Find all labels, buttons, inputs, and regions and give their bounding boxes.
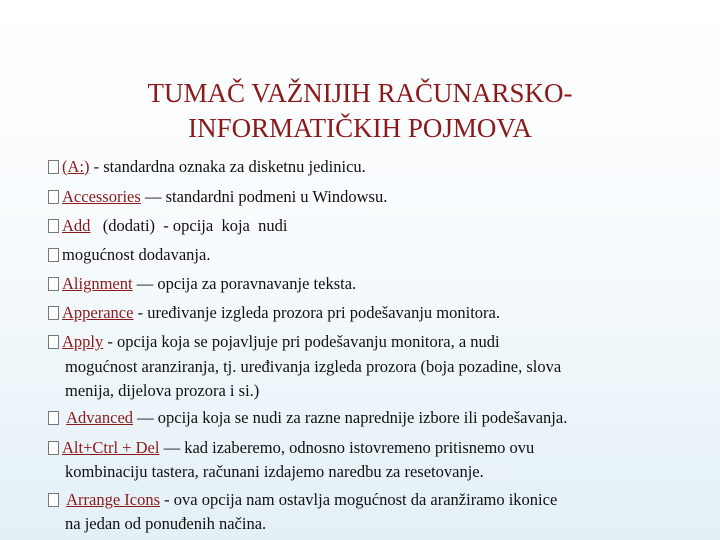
term-description: - standardna oznaka za disketnu jedinicu.: [89, 157, 366, 176]
bullet-icon: [48, 335, 59, 349]
list-item: [48, 436, 708, 460]
term-link[interactable]: Add: [62, 216, 91, 235]
term-description: mogućnost dodavanja.: [62, 245, 211, 264]
bullet-icon: [48, 306, 59, 320]
bullet-icon: [48, 277, 59, 291]
term-description: - ova opcija nam ostavlja mogućnost da aranžiramo ikonice: [160, 490, 558, 509]
term-link[interactable]: Alt+Ctrl + Del: [62, 438, 160, 457]
title-line-2: INFORMATIČKIH POJMOVA: [188, 113, 532, 143]
list-item: [48, 272, 708, 296]
bullet-icon: [48, 248, 59, 262]
list-item: [48, 243, 708, 267]
bullet-icon: [48, 190, 59, 204]
term-description: (dodati) - opcija koja nudi: [90, 216, 288, 235]
term-link[interactable]: Apperance: [62, 303, 134, 322]
bullet-icon: [48, 160, 59, 174]
term-link[interactable]: Apply: [62, 332, 104, 351]
list-item: [48, 214, 708, 238]
term-description: — standardni podmeni u Windowsu.: [140, 187, 388, 206]
bullet-icon: [48, 493, 59, 507]
list-item-continuation: kombinaciju tastera, računani izdajemo naredbu za resetovanje.: [65, 462, 484, 481]
list-item: [48, 185, 708, 209]
list-item: [48, 330, 708, 354]
bullet-icon: [48, 441, 59, 455]
list-item: [48, 488, 708, 512]
term-link[interactable]: Alignment: [62, 274, 133, 293]
term-description: — opcija za poravnavanje teksta.: [132, 274, 357, 293]
list-item: [48, 301, 708, 325]
term-link[interactable]: Advanced: [66, 408, 134, 427]
bullet-icon: [48, 219, 59, 233]
page-title: [0, 76, 720, 146]
term-link[interactable]: Arrange Icons: [66, 490, 161, 509]
term-link[interactable]: Accessories: [62, 187, 141, 206]
list-item-continuation: menija, dijelova prozora i si.): [65, 381, 260, 400]
list-item-continuation: na jedan od ponuđenih načina.: [65, 514, 267, 533]
term-description: — opcija koja se nudi za razne naprednije izbore ili podešavanja.: [133, 408, 568, 427]
term-description: - opcija koja se pojavljuje pri podešavanju monitora, a nudi: [103, 332, 500, 351]
term-description: — kad izaberemo, odnosno istovremeno pritisnemo ovu: [159, 438, 535, 457]
term-description: - uređivanje izgleda prozora pri podešavanju monitora.: [133, 303, 500, 322]
list-item-continuation: mogućnost aranziranja, tj. uređivanja izgleda prozora (boja pozadine, slova: [65, 357, 562, 376]
bullet-icon: [48, 411, 59, 425]
title-line-1: TUMAČ VAŽNIJIH RAČUNARSKO-: [147, 78, 573, 108]
term-link[interactable]: (A:): [62, 157, 90, 176]
list-item: [48, 155, 708, 179]
list-item: [48, 406, 708, 430]
